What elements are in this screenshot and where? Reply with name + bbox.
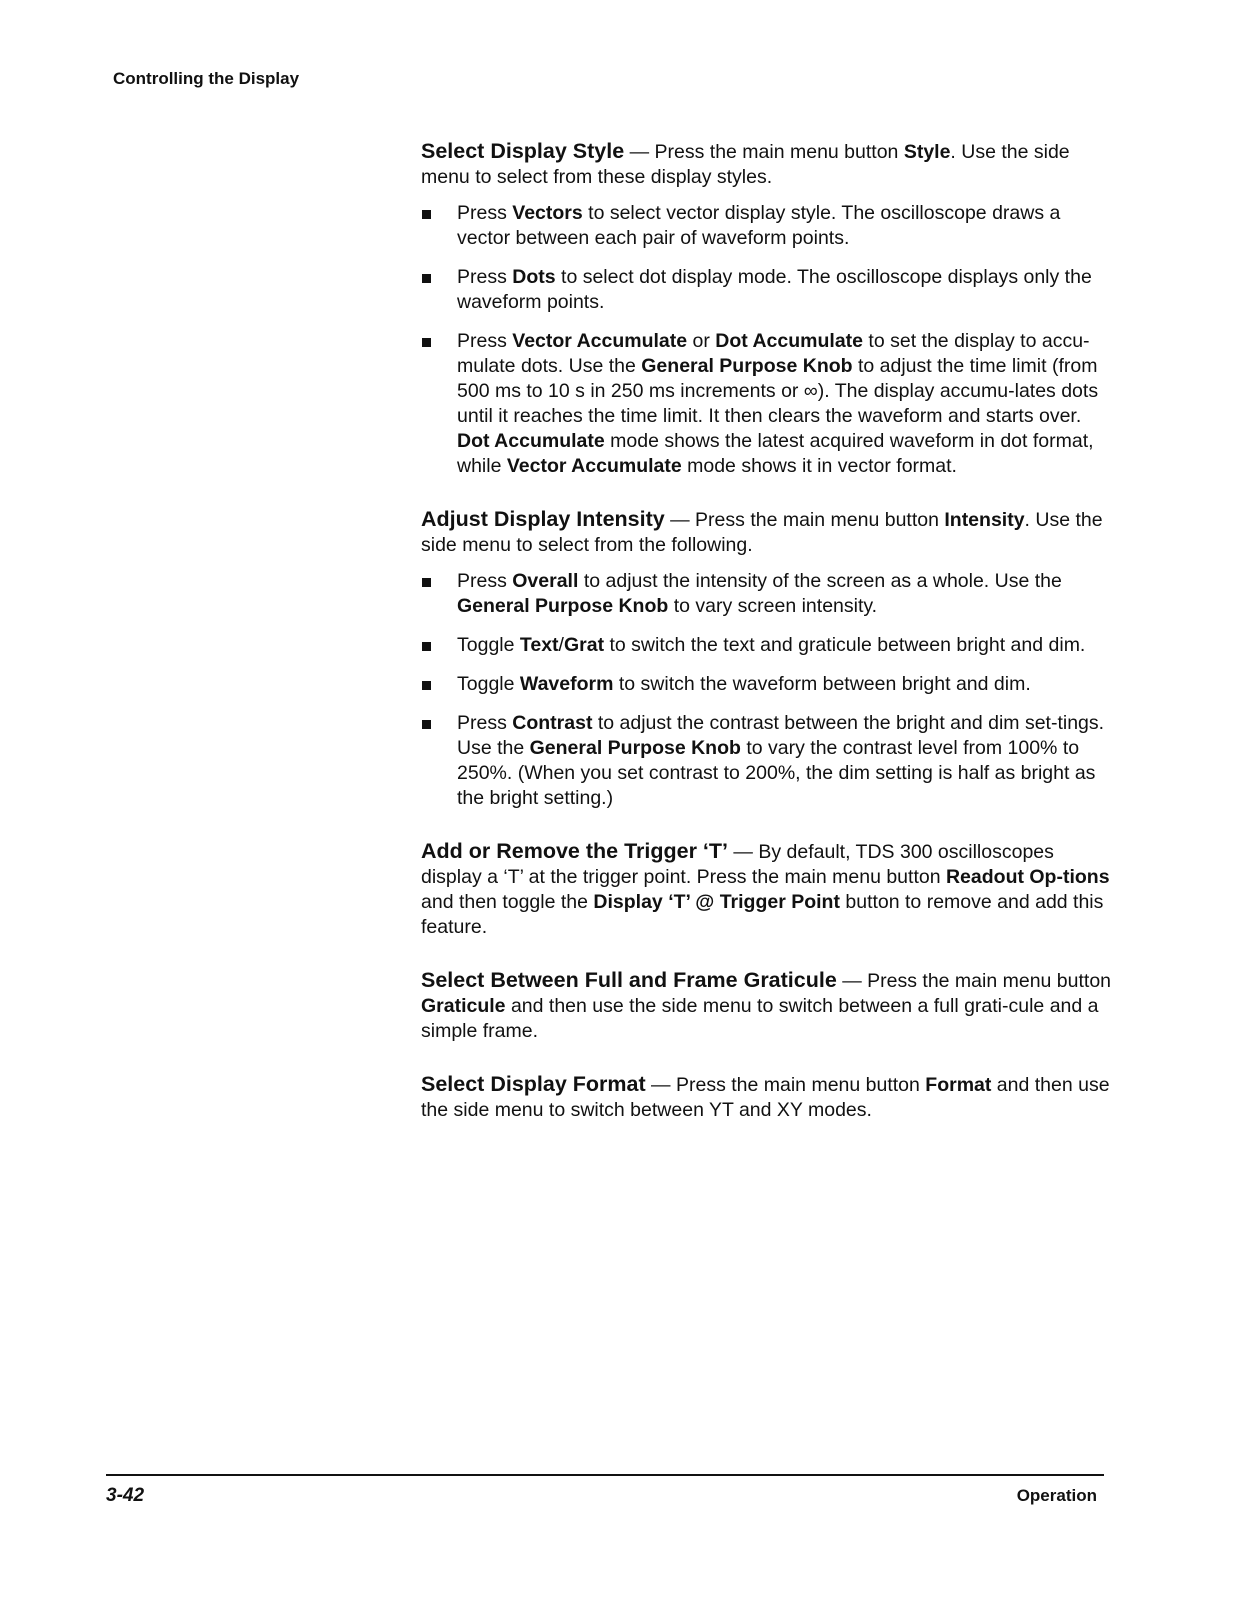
page-number: 3-42	[106, 1485, 145, 1506]
bold-term: Intensity	[944, 509, 1025, 531]
bold-term: Dot Accumulate	[715, 330, 864, 352]
bullet-list	[421, 201, 1111, 479]
text-run: to vary screen intensity.	[668, 595, 878, 617]
bold-term: Graticule	[421, 995, 506, 1017]
square-bullet-icon	[422, 642, 431, 651]
bullet-item	[421, 329, 1111, 479]
text-run: Press	[457, 330, 513, 352]
bullet-item	[421, 633, 1111, 658]
bold-term: Vector Accumulate	[506, 455, 682, 477]
section-paragraph	[421, 839, 1111, 940]
text-run: Press	[457, 266, 513, 288]
square-bullet-icon	[422, 720, 431, 729]
text-run: to adjust the time limit (from 500 ms to 10 s in 250 ms increments or ∞). The display accumu-lates dots until it reaches the time limit. It then clears the waveform and starts over.	[457, 355, 1099, 427]
section	[421, 139, 1111, 479]
bold-term: Grat	[563, 634, 605, 656]
text-run: Press	[457, 712, 513, 734]
text-run: Press	[457, 202, 513, 224]
section-paragraph	[421, 1072, 1111, 1123]
section-heading: Select Between Full and Frame Graticule	[421, 968, 837, 992]
bullet-item	[421, 711, 1111, 811]
page-body	[421, 139, 1111, 1151]
bullet-item	[421, 265, 1111, 315]
text-run: Toggle	[457, 634, 520, 656]
footer-section-name: Operation	[1016, 1486, 1097, 1505]
bold-term: General Purpose Knob	[641, 355, 853, 377]
bullet-item	[421, 201, 1111, 251]
text-run: to vary the contrast level from 100% to 250%. (When you set contrast to 200%, the dim setting is half as bright as the bright setting.)	[457, 737, 1096, 809]
bold-term: Text	[519, 634, 559, 656]
text-run: or	[687, 330, 716, 352]
square-bullet-icon	[422, 578, 431, 587]
text-run: to select dot display mode. The oscilloscope displays only the waveform points.	[457, 266, 1092, 313]
text-run: and then use the side menu to switch between a full grati-cule and a simple frame.	[421, 995, 1099, 1042]
section-paragraph	[421, 139, 1111, 190]
section-heading: Adjust Display Intensity	[421, 507, 665, 531]
text-run: — Press the main menu button	[645, 1074, 926, 1096]
text-run: and then toggle the	[421, 891, 594, 913]
bold-term: Waveform	[519, 673, 614, 695]
bold-term: General Purpose Knob	[529, 737, 741, 759]
text-run: mode shows the latest acquired waveform in dot format, while	[457, 430, 1094, 477]
text-run: Toggle	[457, 673, 520, 695]
text-run: — Press the main menu button	[624, 141, 904, 163]
text-run: . Use the side menu to select from the following.	[421, 509, 1103, 556]
text-run: to adjust the contrast between the bright and dim set-tings. Use the	[457, 712, 1105, 759]
text-run: and then use the side menu to switch between YT and XY modes.	[421, 1074, 1110, 1121]
text-run: button to remove and add this feature.	[421, 891, 1104, 938]
text-run: to switch the text and graticule between bright and dim.	[604, 634, 1086, 656]
text-run: — Press the main menu button	[664, 509, 945, 531]
footer-divider	[106, 1474, 1104, 1476]
bullet-item	[421, 672, 1111, 697]
bold-term: Dots	[512, 266, 556, 288]
bold-term: Format	[925, 1074, 992, 1096]
square-bullet-icon	[422, 274, 431, 283]
bullet-item	[421, 569, 1111, 619]
section	[421, 839, 1111, 940]
square-bullet-icon	[422, 681, 431, 690]
section-heading: Add or Remove the Trigger ‘T’	[421, 839, 729, 863]
bold-term: General Purpose Knob	[457, 595, 669, 617]
text-run: to switch the waveform between bright and dim.	[613, 673, 1031, 695]
text-run: — By default, TDS 300 oscilloscopes display a ‘T’ at the trigger point. Press the main menu button	[421, 841, 1054, 888]
section-paragraph	[421, 507, 1111, 558]
bold-term: Display ‘T’ @ Trigger Point	[593, 891, 840, 913]
text-run: to adjust the intensity of the screen as a whole. Use the	[578, 570, 1062, 592]
square-bullet-icon	[422, 338, 431, 347]
bold-term: Contrast	[512, 712, 593, 734]
bold-term: Vector Accumulate	[512, 330, 688, 352]
bold-term: Vectors	[512, 202, 583, 224]
text-run: . Use the side menu to select from these display styles.	[421, 141, 1070, 188]
section-paragraph	[421, 968, 1111, 1044]
text-run: to set the display to accu-mulate dots. Use the	[457, 330, 1090, 377]
bold-term: Style	[903, 141, 951, 163]
text-run: Press	[457, 570, 513, 592]
section	[421, 1072, 1111, 1123]
text-run: — Press the main menu button	[836, 970, 1112, 992]
section	[421, 968, 1111, 1044]
section-heading: Select Display Format	[421, 1072, 646, 1096]
text-run: /	[558, 634, 564, 656]
section	[421, 507, 1111, 811]
square-bullet-icon	[422, 210, 431, 219]
bold-term: Readout Op-tions	[945, 866, 1110, 888]
bullet-list	[421, 569, 1111, 811]
bold-term: Dot Accumulate	[457, 430, 605, 452]
bold-term: Overall	[512, 570, 579, 592]
text-run: mode shows it in vector format.	[681, 455, 957, 477]
section-heading: Select Display Style	[421, 139, 625, 163]
running-head: Controlling the Display	[113, 69, 300, 88]
text-run: to select vector display style. The oscilloscope draws a vector between each pair of waveform points.	[457, 202, 1061, 249]
